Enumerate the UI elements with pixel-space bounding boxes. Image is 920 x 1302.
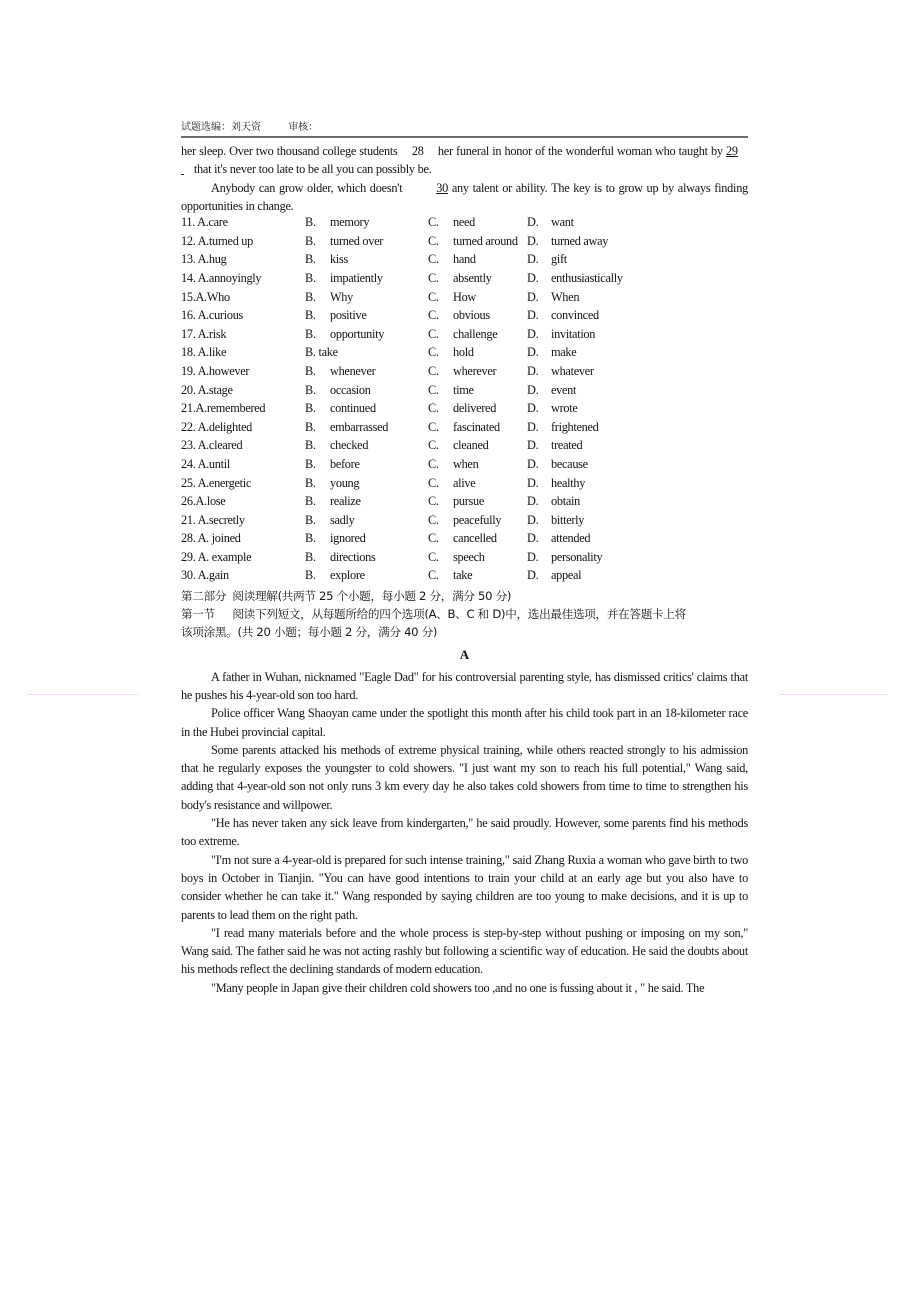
option-row <box>181 476 748 495</box>
option-b-label: B. <box>305 568 316 583</box>
option-d-text: When <box>551 289 580 304</box>
cloze-text: her sleep. Over two thousand college students <box>181 144 398 158</box>
option-d-label: D. <box>527 326 539 341</box>
option-row <box>181 327 748 346</box>
passage-paragraph: "Many people in Japan give their children cold showers too ,and no one is fussing about it , " he said. The <box>211 980 705 995</box>
option-d-text: want <box>551 215 574 230</box>
option-b-label: B. <box>305 475 316 490</box>
option-c-label: C. <box>428 419 439 434</box>
option-c-label: C. <box>428 289 439 304</box>
option-c-text: hand <box>453 252 476 267</box>
option-d-label: D. <box>527 289 539 304</box>
option-c-text: obvious <box>453 308 490 323</box>
option-d-label: D. <box>527 568 539 583</box>
option-b-text: occasion <box>330 382 371 397</box>
option-b-label: B. <box>305 456 316 471</box>
option-b-text: impatiently <box>330 270 383 285</box>
option-b-text: realize <box>330 494 361 509</box>
option-row <box>181 271 748 290</box>
option-c-text: wherever <box>453 363 497 378</box>
option-d-text: wrote <box>551 401 578 416</box>
option-d-label: D. <box>527 363 539 378</box>
option-d-text: healthy <box>551 475 586 490</box>
option-d-label: D. <box>527 531 539 546</box>
option-d-label: D. <box>527 512 539 527</box>
option-d-text: event <box>551 382 577 397</box>
passage-paragraph: "I'm not sure a 4-year-old is prepared for such intense training," said Zhang Ruxia a woman who gave birth to two boys in October in Tianjin. "You can have good intentions to train your child at an early age but you also have to consider whether he can take it." Wang responded by saying children are too young to make decisions, and it is up to parents to lead them on the right path. <box>181 852 748 922</box>
option-row <box>181 401 748 420</box>
option-c-text: fascinated <box>453 419 500 434</box>
option-row <box>181 290 748 309</box>
option-row <box>181 252 748 271</box>
blank-30: 30 <box>436 180 448 195</box>
option-d-text: attended <box>551 531 591 546</box>
option-b-label: B. <box>305 308 316 323</box>
question-number-a: 21.A.remembered <box>181 401 266 416</box>
option-b-text: continued <box>330 401 376 416</box>
option-b-text: checked <box>330 438 369 453</box>
blank-29: 29 <box>726 144 738 158</box>
cloze-text: that it's never too late to be all you can possibly be. <box>193 162 432 177</box>
section1-heading <box>181 605 748 641</box>
section1-instructions: 阅读下列短文，从每题所给的四个选项(A、B、C 和 D)中，选出最佳选项，并在答题卡上将 <box>232 607 686 622</box>
question-number-a: 12. A.turned up <box>181 233 254 248</box>
option-d-text: whatever <box>551 363 594 378</box>
option-row <box>181 234 748 253</box>
option-b-text: positive <box>330 308 367 323</box>
option-c-label: C. <box>428 363 439 378</box>
part2-instructions: 阅读理解(共两节 25 个小题，每小题 2 分，满分 50 分) <box>232 589 512 604</box>
exam-page <box>181 121 748 997</box>
part2-label: 第二部分 <box>181 589 227 604</box>
option-b-text: whenever <box>330 363 376 378</box>
question-number-a: 30. A.gain <box>181 568 229 583</box>
option-b-text: Why <box>330 289 354 304</box>
option-d-text: obtain <box>551 494 580 509</box>
option-d-label: D. <box>527 438 539 453</box>
option-d-label: D. <box>527 270 539 285</box>
option-d-label: D. <box>527 215 539 230</box>
option-c-label: C. <box>428 531 439 546</box>
option-d-label: D. <box>527 233 539 248</box>
option-b-text: directions <box>330 549 376 564</box>
question-number-a: 13. A.hug <box>181 252 227 267</box>
option-d-text: convinced <box>551 308 599 323</box>
section1-instructions-cont: 该项涂黑。(共 20 小题；每小题 2 分，满分 40 分) <box>181 625 438 640</box>
question-number-a: 20. A.stage <box>181 382 233 397</box>
option-c-label: C. <box>428 215 439 230</box>
option-b-label: B. <box>305 215 316 230</box>
passage-paragraph: Some parents attacked his methods of extreme physical training, while others reacted strongly to his admission that he regularly exposes the youngster to cold showers. "I just want my son to reach his full potential," Wang said, adding that 4-year-old son not only runs 3 km every day he also takes cold showers from time to time to strengthen his body's resistance and willpower. <box>181 742 748 812</box>
left-dotted-guide <box>28 694 138 695</box>
option-c-text: cleaned <box>453 438 489 453</box>
option-c-label: C. <box>428 456 439 471</box>
option-b-text: opportunity <box>330 326 385 341</box>
option-b-label: B. <box>305 494 316 509</box>
option-c-text: turned around <box>453 233 518 248</box>
cloze-text: any talent or ability. The key is to grow up by always finding opportunities in change. <box>181 180 748 213</box>
question-number-a: 17. A.risk <box>181 326 227 341</box>
question-number-a: 21. A.secretly <box>181 512 245 527</box>
option-c-text: when <box>453 456 479 471</box>
option-b-text: ignored <box>330 531 366 546</box>
option-b-label: B. <box>305 382 316 397</box>
option-d-text: enthusiastically <box>551 270 623 285</box>
option-c-label: C. <box>428 512 439 527</box>
option-d-label: D. <box>527 475 539 490</box>
question-number-a: 22. A.delighted <box>181 419 252 434</box>
passage-paragraph: "I read many materials before and the whole process is step-by-step without pushing or imposing on my son," Wang said. The father said he was not acting rashly but following a scientific way of education. He said the doubts about his methods reflect the declining standards of modern education. <box>181 925 748 977</box>
option-d-text: treated <box>551 438 583 453</box>
option-c-text: peacefully <box>453 512 502 527</box>
option-b-label: B. <box>305 252 316 267</box>
option-c-label: C. <box>428 494 439 509</box>
option-d-text: make <box>551 345 577 360</box>
option-c-label: C. <box>428 345 439 360</box>
header-rule <box>181 136 748 138</box>
option-c-label: C. <box>428 475 439 490</box>
option-d-label: D. <box>527 382 539 397</box>
option-d-text: frightened <box>551 419 599 434</box>
option-b-label: B. <box>305 438 316 453</box>
option-d-label: D. <box>527 252 539 267</box>
option-c-label: C. <box>428 308 439 323</box>
option-row <box>181 364 748 383</box>
option-c-label: C. <box>428 568 439 583</box>
option-row <box>181 550 748 569</box>
question-number-a: 28. A. joined <box>181 531 241 546</box>
option-d-text: appeal <box>551 568 582 583</box>
option-c-text: time <box>453 382 474 397</box>
cloze-text: Anybody can grow older, which doesn't <box>211 180 403 195</box>
option-c-label: C. <box>428 233 439 248</box>
option-c-text: hold <box>453 345 474 360</box>
option-c-text: pursue <box>453 494 484 509</box>
option-c-text: need <box>453 215 476 230</box>
option-d-label: D. <box>527 494 539 509</box>
question-number-a: 25. A.energetic <box>181 475 252 490</box>
option-b-text: embarrassed <box>330 419 389 434</box>
option-d-text: because <box>551 456 588 471</box>
cloze-passage-end <box>181 142 748 179</box>
option-b-text: turned over <box>330 233 384 248</box>
blank-28: 28 <box>411 144 424 158</box>
option-b-label: B. take <box>305 345 338 360</box>
option-b-label: B. <box>305 512 316 527</box>
question-number-a: 18. A.like <box>181 345 227 360</box>
option-row <box>181 438 748 457</box>
option-b-text: memory <box>330 215 370 230</box>
passage-paragraph: A father in Wuhan, nicknamed "Eagle Dad" for his controversial parenting style, has dismissed critics' claims that he pushes his 4-year-old son too hard. <box>181 669 748 702</box>
option-c-label: C. <box>428 438 439 453</box>
right-dotted-guide <box>780 694 888 695</box>
page-header <box>181 121 748 135</box>
option-d-label: D. <box>527 401 539 416</box>
option-c-text: How <box>453 289 477 304</box>
cloze-paragraph-2 <box>181 179 748 216</box>
option-c-text: cancelled <box>453 531 497 546</box>
option-d-label: D. <box>527 456 539 471</box>
option-d-label: D. <box>527 345 539 360</box>
option-b-label: B. <box>305 363 316 378</box>
option-d-text: invitation <box>551 326 596 341</box>
option-row <box>181 513 748 532</box>
question-number-a: 14. A.annoyingly <box>181 270 262 285</box>
passage-paragraph: "He has never taken any sick leave from kindergarten," he said proudly. However, some parents find his methods too extreme. <box>181 816 748 849</box>
option-row <box>181 494 748 513</box>
cloze-text: her funeral in honor of the wonderful woman who taught by <box>437 144 723 158</box>
option-b-label: B. <box>305 531 316 546</box>
option-d-label: D. <box>527 419 539 434</box>
question-number-a: 29. A. example <box>181 549 252 564</box>
option-c-label: C. <box>428 401 439 416</box>
passage-paragraph: Police officer Wang Shaoyan came under the spotlight this month after his child took part in an 18-kilometer race in the Hubei provincial capital. <box>181 706 748 739</box>
question-number-a: 11. A.care <box>181 215 228 230</box>
option-row <box>181 215 748 234</box>
option-b-text: before <box>330 456 360 471</box>
option-c-text: take <box>453 568 473 583</box>
option-b-label: B. <box>305 233 316 248</box>
option-b-label: B. <box>305 549 316 564</box>
option-row <box>181 383 748 402</box>
option-d-label: D. <box>527 308 539 323</box>
option-b-label: B. <box>305 270 316 285</box>
option-c-text: alive <box>453 475 476 490</box>
section1-label: 第一节 <box>181 607 215 622</box>
option-row <box>181 568 748 587</box>
option-d-text: personality <box>551 549 603 564</box>
blank-29-underline <box>181 160 191 178</box>
option-c-label: C. <box>428 326 439 341</box>
question-number-a: 16. A.curious <box>181 308 244 323</box>
option-c-text: challenge <box>453 326 498 341</box>
option-c-label: C. <box>428 382 439 397</box>
option-row <box>181 420 748 439</box>
question-number-a: 26.A.lose <box>181 494 226 509</box>
option-c-label: C. <box>428 252 439 267</box>
option-b-label: B. <box>305 326 316 341</box>
option-c-label: C. <box>428 270 439 285</box>
question-number-a: 19. A.however <box>181 363 250 378</box>
option-d-text: gift <box>551 252 567 267</box>
passage-heading: A <box>459 646 470 662</box>
option-b-text: kiss <box>330 252 348 267</box>
option-b-label: B. <box>305 401 316 416</box>
option-c-label: C. <box>428 549 439 564</box>
option-b-text: sadly <box>330 512 355 527</box>
option-c-text: delivered <box>453 401 497 416</box>
question-number-a: 24. A.until <box>181 456 230 471</box>
option-c-text: absently <box>453 270 492 285</box>
option-row <box>181 457 748 476</box>
option-d-text: bitterly <box>551 512 585 527</box>
option-row <box>181 531 748 550</box>
question-number-a: 23. A.cleared <box>181 438 243 453</box>
question-number-a: 15.A.Who <box>181 289 230 304</box>
option-d-text: turned away <box>551 233 609 248</box>
editor-credit: 试题选编：刘天资 <box>181 122 261 133</box>
option-b-text: explore <box>330 568 365 583</box>
option-d-label: D. <box>527 549 539 564</box>
option-c-text: speech <box>453 549 485 564</box>
option-b-text: young <box>330 475 360 490</box>
option-b-label: B. <box>305 289 316 304</box>
passage-body <box>181 668 748 997</box>
option-row <box>181 345 748 364</box>
option-row <box>181 308 748 327</box>
option-b-label: B. <box>305 419 316 434</box>
part2-heading <box>181 587 748 605</box>
cloze-options-list <box>181 215 748 587</box>
reviewer-credit: 审核： <box>288 122 319 133</box>
